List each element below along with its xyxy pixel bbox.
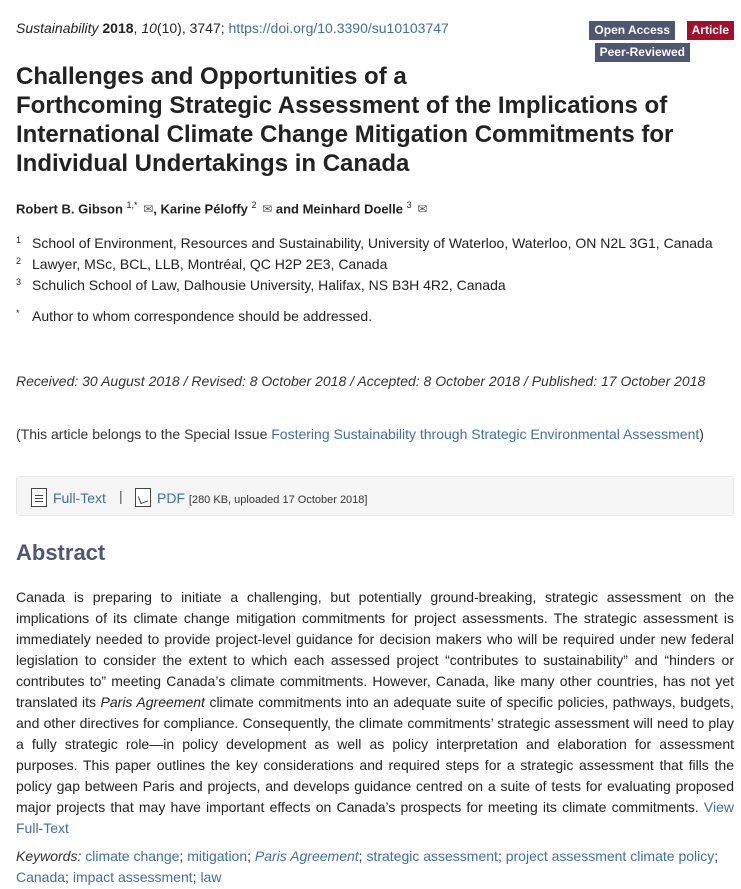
citation-line: Sustainability 2018, 10(10), 3747; https://doi.org/10.3390/su10103747	[16, 20, 449, 36]
keyword-link[interactable]: law	[200, 869, 222, 885]
affiliation-number: 3	[16, 277, 22, 287]
keyword-separator: ;	[247, 848, 252, 864]
abstract-part: Canada is preparing to initiate a challenging, but potentially ground-breaking, strategic assessment on the implications of its climate change mitigation commitments for project assessments. The strategic assessment is immediately needed to provide project-level guidance for decision makers who will be required under new federal legislation to consider the extent to which each assessed project “contributes to sustainability” and “hinders or contributes to” meeting Canada’s climate commitments. However, Canada, like many other countries, has not yet translated its	[16, 589, 734, 710]
abstract-text	[16, 587, 734, 839]
keyword-link[interactable]: Canada	[16, 869, 66, 885]
correspondence-text: Author to whom correspondence should be addressed.	[32, 308, 373, 324]
keyword-separator: ;	[714, 848, 719, 864]
title-line: Forthcoming Strategic Assessment of the Implications of	[16, 92, 668, 119]
keyword-link[interactable]: climate change	[85, 848, 180, 864]
abstract-italic: Paris Agreement	[100, 694, 205, 710]
journal-name: Sustainability	[16, 20, 99, 36]
keyword-separator: ;	[179, 848, 184, 864]
citation-article-number: 3747	[189, 20, 221, 36]
publication-dates: Received: 30 August 2018 / Revised: 8 October 2018 / Accepted: 8 October 2018 / Published: 17 October 2018	[16, 373, 706, 389]
special-issue-note	[16, 424, 734, 445]
affiliation-item	[16, 275, 734, 296]
citation-issue: (10)	[156, 20, 182, 36]
affiliation-text: Lawyer, MSc, BCL, LLB, Montréal, QC H2P 2E3, Canada	[32, 256, 388, 272]
affiliation-item	[16, 233, 734, 254]
full-text-bar	[16, 476, 734, 516]
document-icon	[31, 488, 47, 507]
keywords-label: Keywords:	[16, 848, 82, 864]
author-name[interactable]: Meinhard Doelle	[302, 201, 404, 217]
keyword-separator: ;	[192, 869, 197, 885]
citation-year: 2018	[102, 20, 134, 36]
title-line: Challenges and Opportunities of a	[16, 63, 407, 90]
full-text-link[interactable]	[31, 488, 106, 507]
keywords	[16, 846, 734, 888]
open-access-badge: Open Access	[589, 21, 675, 40]
keyword-separator: ;	[497, 848, 502, 864]
keyword-link[interactable]: project assessment climate policy	[505, 848, 715, 864]
envelope-icon[interactable]: ✉	[262, 202, 273, 217]
pdf-icon	[135, 488, 151, 507]
affiliation-text: School of Environment, Resources and Sustainability, University of Waterloo, Waterloo, ON N2L 3G1, Canada	[32, 235, 713, 251]
abstract-heading: Abstract	[16, 540, 106, 565]
bar-separator: |	[119, 488, 123, 504]
envelope-icon[interactable]: ✉	[143, 202, 154, 217]
keyword-separator: ;	[65, 869, 69, 885]
special-issue-suffix: )	[699, 426, 704, 442]
affiliation-number: 2	[16, 256, 22, 266]
affiliation-number: 1	[16, 235, 22, 245]
keyword-link[interactable]: Paris Agreement	[254, 848, 359, 864]
peer-reviewed-badge: Peer-Reviewed	[595, 43, 690, 62]
title-line: Individual Undertakings in Canada	[16, 150, 410, 177]
keyword-link[interactable]: impact assessment	[72, 869, 193, 885]
keyword-separator: ;	[358, 848, 363, 864]
envelope-icon[interactable]: ✉	[417, 202, 428, 217]
special-issue-prefix: (This article belongs to the Special Issue	[16, 426, 272, 442]
author-name[interactable]: Karine Péloffy	[160, 201, 248, 217]
affiliation-item	[16, 254, 734, 275]
badges	[574, 21, 734, 67]
pdf-meta: [280 KB, uploaded 17 October 2018]	[188, 494, 368, 506]
doi-link[interactable]: https://doi.org/10.3390/su10103747	[228, 20, 449, 36]
keyword-link[interactable]: mitigation	[187, 848, 248, 864]
pdf-label: PDF	[157, 490, 185, 506]
author-separator: and	[275, 201, 299, 217]
citation-volume: 10	[141, 20, 157, 36]
special-issue-link[interactable]: Fostering Sustainability through Strategic Environmental Assessment	[271, 426, 700, 442]
article-title	[16, 62, 734, 178]
author-separator: ,	[153, 201, 157, 217]
keyword-link[interactable]: strategic assessment	[366, 848, 498, 864]
author-affil-sup: 3	[406, 200, 412, 210]
author-affil-sup: 2	[251, 200, 257, 210]
abstract-part: climate commitments into an adequate suite of specific policies, pathways, budgets, and other directives for compliance. Consequently, the climate commitments’ strategic assessment will need to play a fully strategic role—in policy development as well as policy interpretation and elaboration for assessment purposes. This paper outlines the key considerations and required steps for a strategic assessment that fills the policy gap between Paris and projects, and develops guidance centred on a suite of tests for evaluating proposed major projects that may have important effects on Canada’s prospects for meeting its climate commitments.	[16, 694, 735, 815]
correspondence-note	[16, 306, 734, 327]
affiliation-text: Schulich School of Law, Dalhousie University, Halifax, NS B3H 4R2, Canada	[32, 277, 506, 293]
affiliations	[16, 233, 734, 327]
title-line: International Climate Change Mitigation Commitments for	[16, 121, 674, 148]
author-list	[16, 200, 427, 216]
view-full-text-link[interactable]: View Full-Text	[16, 799, 735, 836]
pdf-link[interactable]	[135, 488, 367, 507]
author-name[interactable]: Robert B. Gibson	[16, 201, 123, 217]
author-affil-sup: 1,*	[126, 200, 138, 210]
article-badge: Article	[687, 21, 734, 40]
full-text-label: Full-Text	[53, 490, 106, 506]
correspondence-mark: *	[16, 308, 20, 318]
